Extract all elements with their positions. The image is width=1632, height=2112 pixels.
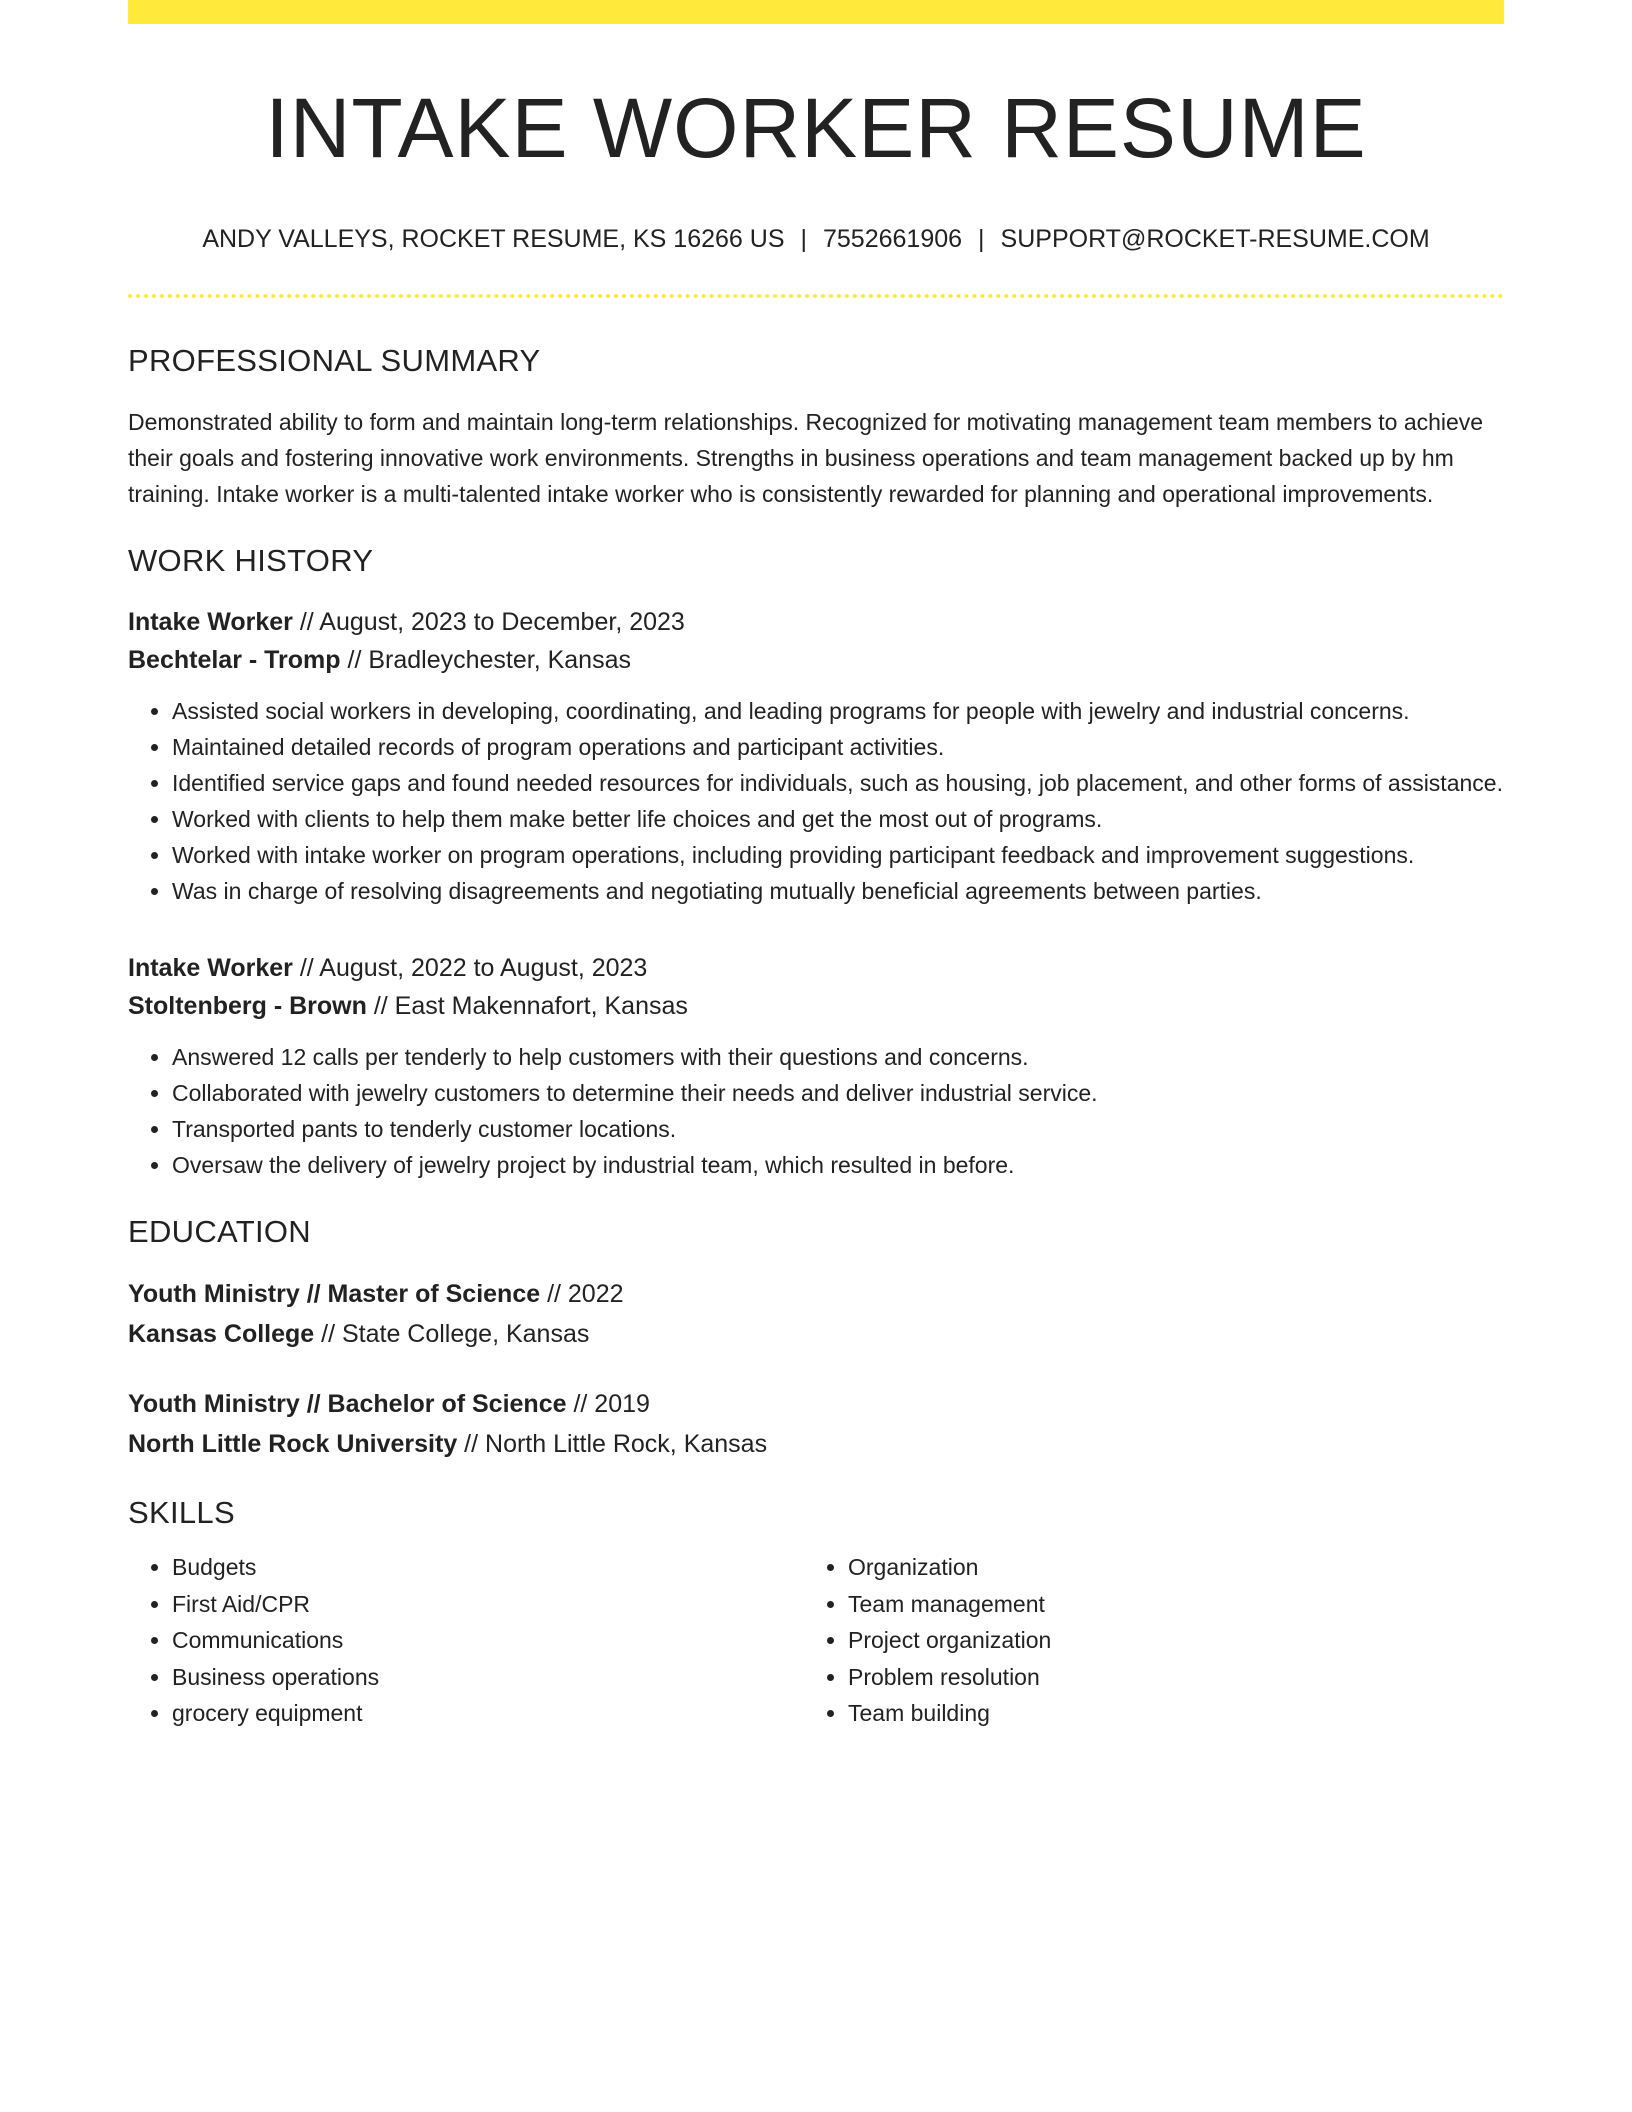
skill-item: • grocery equipment bbox=[172, 1695, 804, 1732]
job-bullet: • Worked with intake worker on program operations, including providing participant feedback and improvement suggestions. bbox=[172, 837, 1504, 873]
education-school-line bbox=[128, 1424, 1504, 1464]
job-company-line bbox=[128, 641, 1504, 679]
skills-grid bbox=[128, 1549, 1504, 1732]
job-bullet: • Identified service gaps and found needed resources for individuals, such as housing, job placement, and other forms of assistance. bbox=[172, 765, 1504, 801]
education-entry bbox=[128, 1384, 1504, 1464]
skill-item: • Project organization bbox=[848, 1622, 1480, 1659]
job-title-line bbox=[128, 949, 1504, 987]
job-location: // Bradleychester, Kansas bbox=[340, 645, 631, 674]
job-company: Stoltenberg - Brown bbox=[128, 991, 367, 1020]
job-title: Intake Worker bbox=[128, 607, 293, 636]
job-bullet: • Collaborated with jewelry customers to determine their needs and deliver industrial service. bbox=[172, 1075, 1504, 1111]
job-dates: // August, 2023 to December, 2023 bbox=[292, 607, 685, 636]
skill-item: • Problem resolution bbox=[848, 1659, 1480, 1696]
job-bullet: • Assisted social workers in developing, coordinating, and leading programs for people with jewelry and industrial concerns. bbox=[172, 693, 1504, 729]
skill-item: • Organization bbox=[848, 1549, 1480, 1586]
job-bullet: • Transported pants to tenderly customer locations. bbox=[172, 1111, 1504, 1147]
skills-column-right bbox=[804, 1549, 1480, 1732]
education-school-line bbox=[128, 1314, 1504, 1354]
skill-item: • Team building bbox=[848, 1695, 1480, 1732]
job-entry bbox=[128, 603, 1504, 909]
contact-separator: | bbox=[978, 225, 985, 254]
skill-item: • First Aid/CPR bbox=[172, 1586, 804, 1623]
education-degree-line bbox=[128, 1384, 1504, 1424]
education-heading: EDUCATION bbox=[128, 1213, 311, 1249]
job-entry bbox=[128, 949, 1504, 1183]
skills-list bbox=[128, 1549, 804, 1732]
job-bullets bbox=[128, 693, 1504, 909]
work-history-heading: WORK HISTORY bbox=[128, 542, 374, 578]
top-accent-bar bbox=[128, 0, 1504, 24]
summary-heading: PROFESSIONAL SUMMARY bbox=[128, 343, 541, 379]
summary-text: Demonstrated ability to form and maintain long-term relationships. Recognized for motivating management team members to achieve their goals and fostering innovative work environments. Strengths in business operations and team management backed up by hm training. Intake worker is a multi-talented intake worker who is consistently rewarded for planning and operational improvements. bbox=[128, 408, 1484, 507]
contact-address: ANDY VALLEYS, ROCKET RESUME, KS 16266 US bbox=[202, 225, 785, 254]
skills-list bbox=[804, 1549, 1480, 1732]
education-entry bbox=[128, 1274, 1504, 1354]
skills-heading: SKILLS bbox=[128, 1494, 235, 1530]
job-bullet: • Maintained detailed records of program operations and participant activities. bbox=[172, 729, 1504, 765]
education-location: // North Little Rock, Kansas bbox=[457, 1429, 768, 1458]
skill-item: • Business operations bbox=[172, 1659, 804, 1696]
resume-title: INTAKE WORKER RESUME bbox=[265, 81, 1367, 175]
job-bullet: • Answered 12 calls per tenderly to help customers with their questions and concerns. bbox=[172, 1039, 1504, 1075]
header-divider bbox=[128, 294, 1504, 298]
education-year: // 2022 bbox=[540, 1279, 624, 1308]
education-school: Kansas College bbox=[128, 1319, 315, 1348]
education-year: // 2019 bbox=[566, 1389, 650, 1418]
skill-item: • Communications bbox=[172, 1622, 804, 1659]
job-title: Intake Worker bbox=[128, 953, 293, 982]
skills-column-left bbox=[128, 1549, 804, 1732]
job-company: Bechtelar - Tromp bbox=[128, 645, 341, 674]
education-degree: Youth Ministry // Bachelor of Science bbox=[128, 1389, 567, 1418]
contact-line bbox=[128, 224, 1504, 254]
job-company-line bbox=[128, 987, 1504, 1025]
job-title-line bbox=[128, 603, 1504, 641]
job-bullet: • Worked with clients to help them make better life choices and get the most out of programs. bbox=[172, 801, 1504, 837]
contact-phone: 7552661906 bbox=[823, 225, 963, 254]
job-location: // East Makennafort, Kansas bbox=[366, 991, 688, 1020]
job-bullet: • Oversaw the delivery of jewelry project by industrial team, which resulted in before. bbox=[172, 1147, 1504, 1183]
job-bullets bbox=[128, 1039, 1504, 1183]
education-location: // State College, Kansas bbox=[314, 1319, 590, 1348]
skill-item: • Budgets bbox=[172, 1549, 804, 1586]
education-degree: Youth Ministry // Master of Science bbox=[128, 1279, 541, 1308]
contact-separator: | bbox=[800, 225, 807, 254]
contact-email: SUPPORT@ROCKET-RESUME.COM bbox=[1000, 225, 1430, 254]
skill-item: • Team management bbox=[848, 1586, 1480, 1623]
job-bullet: • Was in charge of resolving disagreements and negotiating mutually beneficial agreements between parties. bbox=[172, 873, 1504, 909]
job-dates: // August, 2022 to August, 2023 bbox=[292, 953, 648, 982]
education-school: North Little Rock University bbox=[128, 1429, 458, 1458]
education-degree-line bbox=[128, 1274, 1504, 1314]
resume-page bbox=[128, 0, 1504, 1732]
